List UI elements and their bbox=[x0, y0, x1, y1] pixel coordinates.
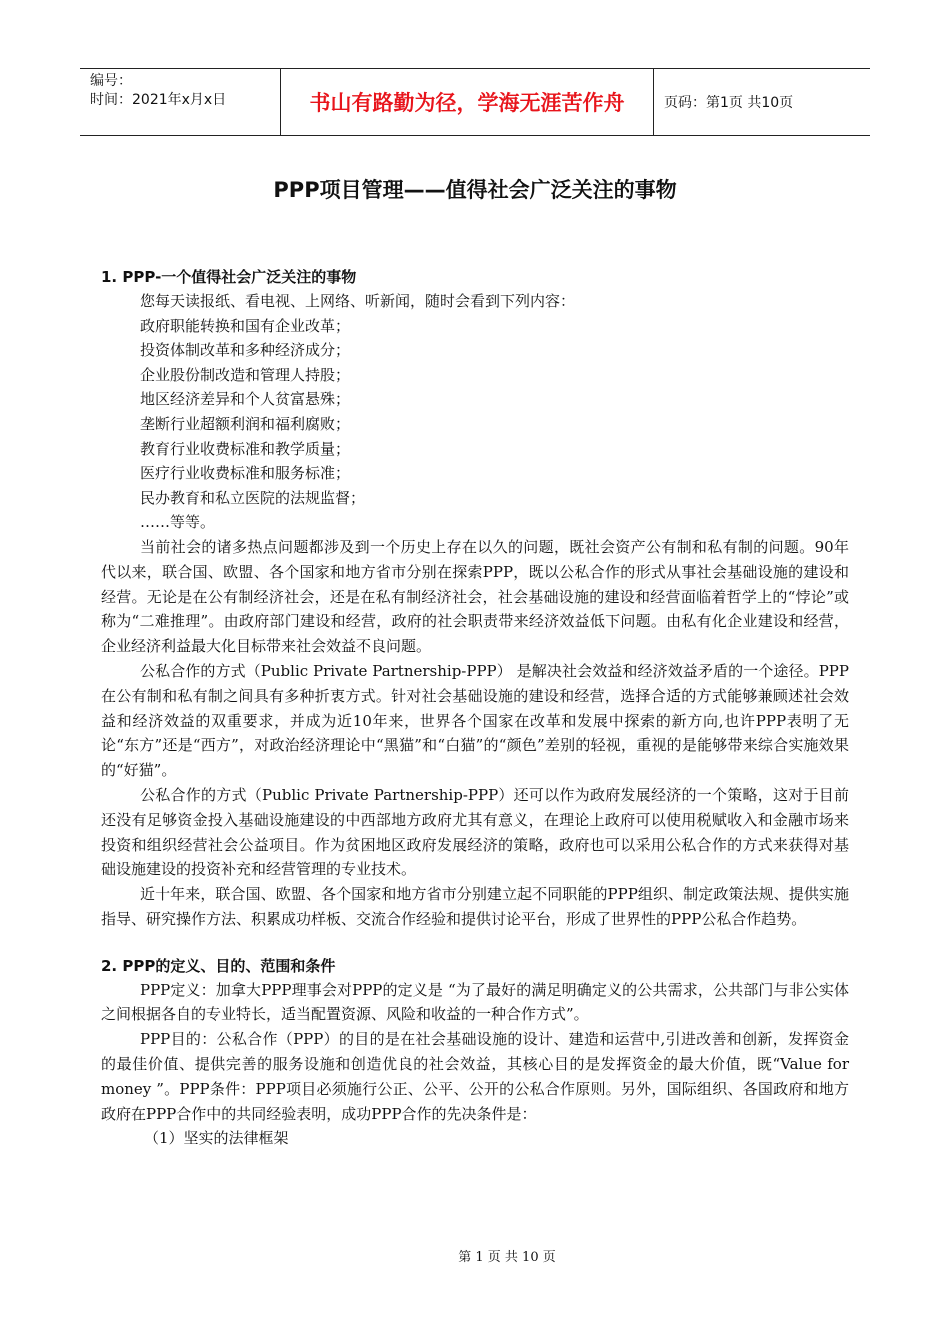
list-item: 医疗行业收费标准和服务标准； bbox=[140, 464, 351, 483]
section-2-heading: 2. PPP的定义、目的、范围和条件 bbox=[101, 956, 336, 975]
list-item: ……等等。 bbox=[140, 513, 216, 532]
list-item: 投资体制改革和多种经济成分； bbox=[140, 341, 351, 360]
list-item: 教育行业收费标准和教学质量； bbox=[140, 439, 351, 458]
list-item: 政府职能转换和国有企业改革； bbox=[140, 316, 351, 335]
header-page-info: 页码：第1页 共10页 bbox=[664, 95, 794, 111]
document-body bbox=[101, 265, 849, 1151]
date-label: 时间：2021年x月x日 bbox=[90, 92, 227, 108]
paragraph: 公私合作的方式（Public Private Partnership-PPP） 是解决社会效益和经济效益矛盾的一个途径。PPP在公有制和私有制之间具有多种折衷方式。针对社会基础设施的建设和经营，选择合适的方式能够兼顾述社会效益和经济效益的双重要求，并成为近10年来，世界各个国家在改革和发展中探索的新方向,也许PPP表明了无论“东方”还是“西方”，对政治经济理论中“黑猫”和“白猫”的“颜色”差别的轻视，重视的是能够带来综合实施效果的“好猫”。 bbox=[101, 661, 849, 780]
paragraph: PPP定义：加拿大PPP理事会对PPP的定义是 “为了最好的满足明确定义的公共需求，公共部门与非公实体之间根据各自的专业特长，适当配置资源、风险和收益的一种合作方式”。 bbox=[101, 980, 849, 1024]
page-header bbox=[80, 68, 870, 136]
document-title: PPP项目管理——值得社会广泛关注的事物 bbox=[273, 178, 677, 202]
paragraph: 公私合作的方式（Public Private Partnership-PPP）还可以作为政府发展经济的一个策略，这对于目前还没有足够资金投入基础设施建设的中西部地方政府尤其有意义，在理论上政府可以使用税赋收入和金融市场来投资和组织经营社会公益项目。作为贫困地区政府发展经济的策略，政府也可以采用公私合作的方式来获得对基础设施建设的投资补充和经营管理的专业技术。 bbox=[101, 785, 849, 879]
header-meta bbox=[80, 69, 281, 135]
list-item: 地区经济差异和个人贫富悬殊； bbox=[140, 390, 351, 409]
section-1-intro: 您每天读报纸、看电视、上网络、听新闻，随时会看到下列内容： bbox=[140, 292, 576, 310]
serial-number-label: 编号： bbox=[90, 73, 132, 89]
paragraph: PPP目的：公私合作（PPP）的目的是在社会基础设施的设计、建造和运营中,引进改善和创新，发挥资金的最佳价值、提供完善的服务设施和创造优良的社会效益，其核心目的是发挥资金的最大价值，既“Value for money ”。PPP条件：PPP项目必须施行公正、公平、公开的公私合作原则。另外，国际组织、各国政府和地方政府在PPP合作中的共同经验表明，成功PPP合作的先决条件是： bbox=[101, 1030, 849, 1123]
paragraph: 近十年来，联合国、欧盟、各个国家和地方省市分别建立起不同职能的PPP组织、制定政策法规、提供实施指导、研究操作方法、积累成功样板、交流合作经验和提供讨论平台，形成了世界性的PPP公私合作趋势。 bbox=[101, 885, 849, 928]
paragraph: 当前社会的诸多热点问题都涉及到一个历史上存在以久的问题，既社会资产公有制和私有制的问题。90年代以来，联合国、欧盟、各个国家和地方省市分别在探索PPP，既以公私合作的形式从事社会基础设施的建设和经营。无论是在公有制经济社会，还是在私有制经济社会，社会基础设施的建设和经营面临着哲学上的“悖论”或称为“二难推理”。由政府部门建设和经营，政府的社会职责带来经济效益低下问题。由私有化企业建设和经营，企业经济利益最大化目标带来社会效益不良问题。 bbox=[101, 537, 849, 656]
list-item: 企业股份制改造和管理人持股； bbox=[140, 365, 351, 384]
page-footer: 第 1 页 共 10 页 bbox=[458, 1250, 556, 1265]
list-item: 民办教育和私立医院的法规监督； bbox=[140, 488, 366, 507]
section-1-heading: 1. PPP-一个值得社会广泛关注的事物 bbox=[101, 268, 357, 286]
sub-list-item: （1）坚实的法律框架 bbox=[144, 1129, 289, 1148]
list-item: 垄断行业超额利润和福利腐败； bbox=[140, 414, 351, 433]
header-motto: 书山有路勤为径，学海无涯苦作舟 bbox=[281, 69, 654, 135]
